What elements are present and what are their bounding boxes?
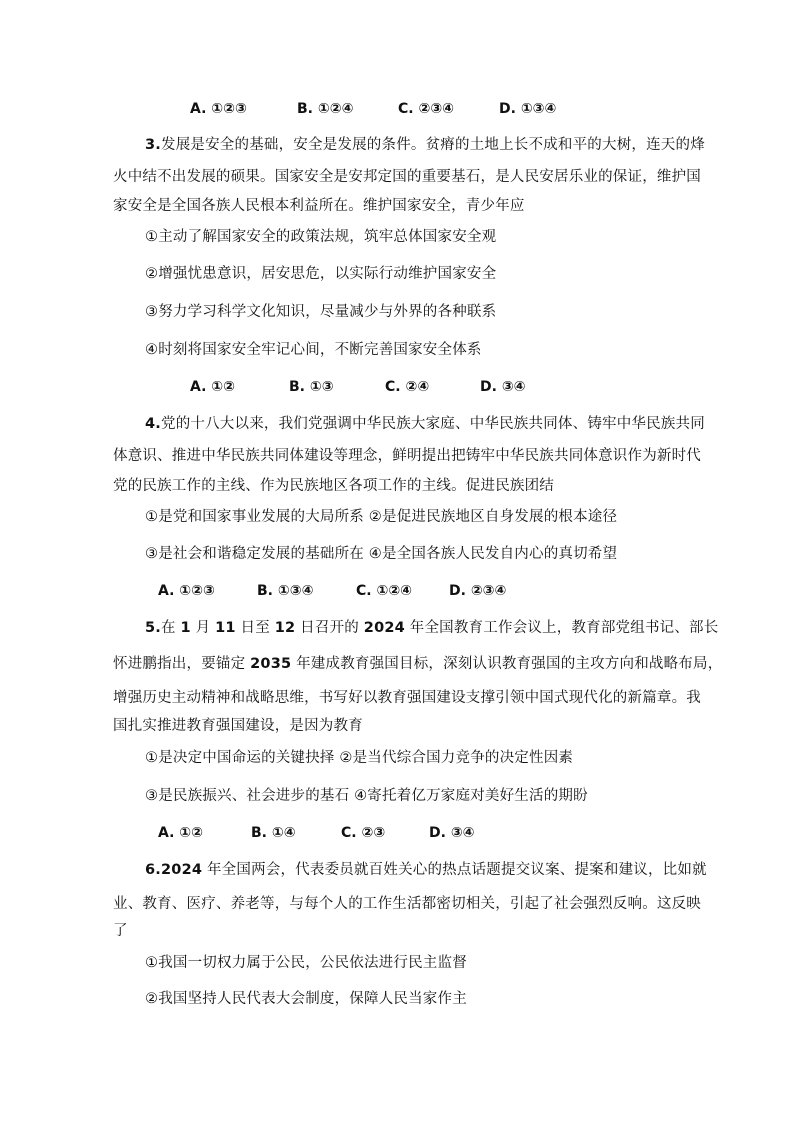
q6-stem-line-2: 业、教育、医疗、养老等，与每个人的工作生活都密切相关，引起了社会强烈反响。这反映: [113, 896, 701, 912]
q5-statement-1: ①是决定中国命运的关键抉择 ②是当代综合国力竞争的决定性因素: [145, 750, 574, 766]
q3-number: 3.: [145, 137, 161, 153]
q3-option-a: A. ①②: [190, 379, 235, 395]
q5-stem-line-3: 增强历史主动精神和战略思维，书写好以教育强国建设支撑引领中国式现代化的新篇章。我: [113, 690, 701, 706]
q6-number: 6.: [145, 862, 161, 878]
q3-option-c: C. ②④: [385, 379, 430, 395]
q5-option-c: C. ②③: [341, 825, 386, 841]
q4-statement-1: ①是党和国家事业发展的大局所系 ②是促进民族地区自身发展的根本途径: [145, 509, 618, 525]
q3-statement-4: ④时刻将国家安全牢记心间，不断完善国家安全体系: [145, 342, 482, 358]
q3-option-b: B. ①③: [289, 379, 334, 395]
q5-stem-line-4: 国扎实推进教育强国建设，是因为教育: [113, 718, 363, 734]
q6-stem-line-1: 6.2024 年全国两会，代表委员就百姓关心的热点话题提交议案、提案和建议，比如就: [145, 862, 707, 878]
q2-option-a: A. ①②③: [190, 101, 247, 117]
q5-number: 5.: [145, 620, 161, 636]
q4-stem-line-2: 体意识、推进中华民族共同体建设等理念，鲜明提出把铸牢中华民族共同体意识作为新时代: [113, 448, 701, 464]
q5-option-b: B. ①④: [251, 825, 296, 841]
q3-statement-2: ②增强忧患意识，居安思危，以实际行动维护国家安全: [145, 266, 497, 282]
q6-stem-line-3: 了: [113, 923, 128, 939]
q4-statement-2: ③是社会和谐稳定发展的基础所在 ④是全国各族人民发自内心的真切希望: [145, 546, 618, 562]
q4-option-a: A. ①②③: [158, 583, 215, 599]
q2-option-c: C. ②③④: [398, 101, 455, 117]
q2-option-b: B. ①②④: [297, 101, 354, 117]
q5-statement-2: ③是民族振兴、社会进步的基石 ④寄托着亿万家庭对美好生活的期盼: [145, 788, 588, 804]
q3-stem-line-1: 3.发展是安全的基础，安全是发展的条件。贫瘠的土地上长不成和平的大树，连天的烽: [145, 137, 705, 153]
q3-option-d: D. ③④: [480, 379, 526, 395]
q4-number: 4.: [145, 416, 161, 432]
q5-stem-line-2: 怀进鹏指出，要锚定 2035 年建成教育强国目标，深刻认识教育强国的主攻方向和战略布局，: [113, 656, 723, 672]
q6-statement-2: ②我国坚持人民代表大会制度，保障人民当家作主: [145, 991, 467, 1007]
q3-stem-line-2: 火中结不出发展的硕果。国家安全是安邦定国的重要基石，是人民安居乐业的保证，维护国: [113, 169, 701, 185]
q5-stem-line-1: 5.在 1 月 11 日至 12 日召开的 2024 年全国教育工作会议上，教育部党组书记、部长: [145, 620, 719, 636]
q4-option-d: D. ②③④: [449, 583, 507, 599]
q5-option-d: D. ③④: [429, 825, 475, 841]
q4-option-c: C. ①②④: [356, 583, 413, 599]
q6-statement-1: ①我国一切权力属于公民，公民依法进行民主监督: [145, 955, 467, 971]
q4-stem-line-3: 党的民族工作的主线、作为民族地区各项工作的主线。促进民族团结: [113, 478, 554, 494]
q4-stem-line-1: 4.党的十八大以来，我们党强调中华民族大家庭、中华民族共同体、铸牢中华民族共同: [145, 416, 705, 432]
q3-statement-1: ①主动了解国家安全的政策法规，筑牢总体国家安全观: [145, 229, 497, 245]
q4-option-b: B. ①③④: [257, 583, 314, 599]
q2-option-d: D. ①③④: [499, 101, 557, 117]
q5-option-a: A. ①②: [158, 825, 203, 841]
q3-stem-line-3: 家安全是全国各族人民根本利益所在。维护国家安全，青少年应: [113, 198, 525, 214]
q3-statement-3: ③努力学习科学文化知识，尽量减少与外界的各种联系: [145, 304, 497, 320]
